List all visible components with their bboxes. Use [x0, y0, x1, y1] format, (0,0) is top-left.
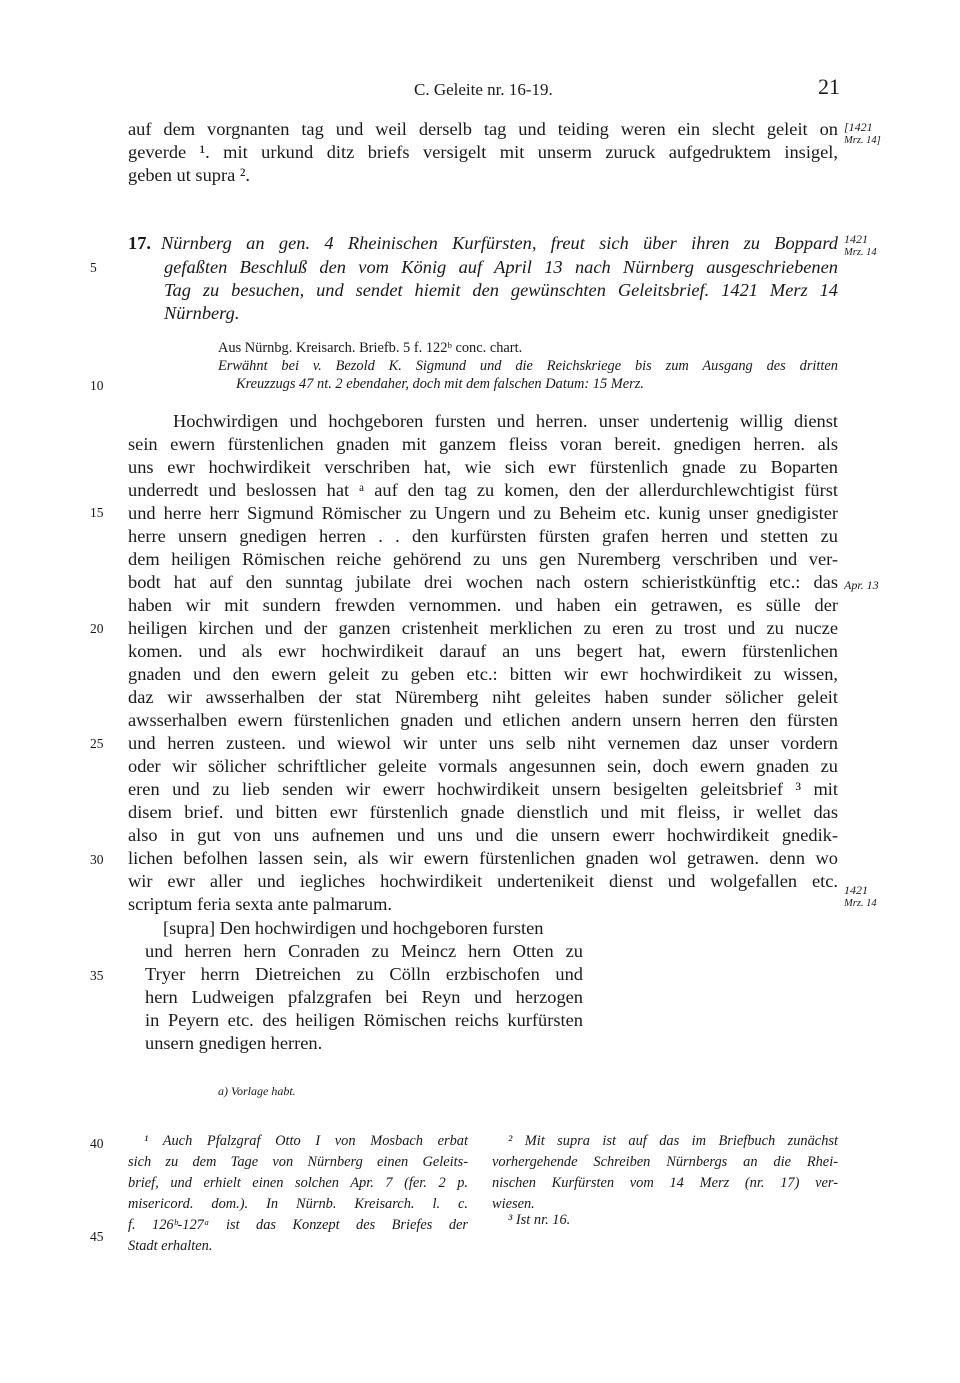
regest-line-1: [128, 232, 838, 255]
body-line: uns ewr hochwirdikeit verschriben hat, wie sich ewr fürstenlich gnade zu Boparten: [128, 457, 838, 477]
footnote-line: ² Mit supra ist auf das im Briefbuch zunächst: [508, 1133, 838, 1149]
address-line: und herren hern Conraden zu Meincz hern Otten zu: [145, 941, 583, 961]
address-line: [supra] Den hochwirdigen und hochgeboren fursten: [163, 918, 544, 938]
body-line: und herren zusteen. und wiewol wir unter uns selb niht vernemen daz unser vordern: [128, 733, 838, 753]
body-line: dem heiligen Römischen reiche gehörend zu uns gen Nuremberg verschriben und ver-: [128, 549, 838, 569]
body-line: gnaden und den ewern geleit zu geben etc.: bitten wir ewr hochwirdikeit zu wissen,: [128, 664, 838, 684]
footnote-line: f. 126ᵇ-127ᵃ ist das Konzept des Briefes der: [128, 1217, 468, 1233]
margin-year: 1421: [844, 883, 868, 897]
body-line: komen. und als ewr hochwirdikeit darauf an uns begert hat, ewern fürstenlichen: [128, 641, 838, 661]
running-title: C. Geleite nr. 16-19.: [414, 80, 553, 99]
footnote-line: wiesen.: [492, 1196, 535, 1212]
body-line: daz wir awsserhalben der stat Nüremberg niht geleites haben sunder sölicher geleit: [128, 687, 838, 707]
body-line: oder wir sölicher schriftlicher geleite vormals angesunnen sein, doch ewern gnaden zu: [128, 756, 838, 776]
margin-date-regest: [844, 232, 877, 260]
margin-date-top: [844, 120, 881, 148]
footnote-line: vorhergehende Schreiben Nürnbergs an die Rhei-: [492, 1154, 838, 1170]
margin-day: Mrz. 14]: [844, 135, 881, 146]
continuation-line: geben ut supra ².: [128, 165, 250, 185]
margin-date-end: [844, 883, 877, 911]
line-number: 35: [90, 968, 104, 983]
line-number: 30: [90, 852, 104, 867]
page-header: [0, 74, 960, 104]
line-number: 40: [90, 1136, 104, 1151]
body-line: haben wir mit sundern frewden vernommen. und haben ein getrawen, es sülle der: [128, 595, 838, 615]
regest-line: Tag zu besuchen, und sendet hiemit den gewünschten Geleitsbrief. 1421 Merz 14: [164, 280, 838, 300]
line-number: 5: [90, 260, 97, 275]
page-number: 21: [818, 74, 840, 99]
body-line: heiligen kirchen und der ganzen cristenheit merklichen zu eren zu trost und zu nucze: [128, 618, 838, 638]
regest-text: Nürnberg an gen. 4 Rheinischen Kurfürsten, freut sich über ihren zu Boppard: [161, 233, 838, 253]
source-line-2: Erwähnt bei v. Bezold K. Sigmund und die Reichskriege bis zum Ausgang des dritten: [218, 358, 838, 374]
footnote-line: Stadt erhalten.: [128, 1238, 213, 1254]
footnote-line: nischen Kurfürsten vom 14 Merz (nr. 17) ver-: [492, 1175, 838, 1191]
footnote-line: ¹ Auch Pfalzgraf Otto I von Mosbach erbat: [144, 1133, 468, 1149]
footnote-line: sich zu dem Tage von Nürnberg einen Geleits-: [128, 1154, 468, 1170]
body-line: lichen befolhen lassen sein, als wir ewern fürstenlichen gnaden wol getrawen. denn wo: [128, 848, 838, 868]
line-number: 15: [90, 505, 104, 520]
margin-year: 1421: [844, 232, 868, 246]
address-line: hern Ludweigen pfalzgrafen bei Reyn und herzogen: [145, 987, 583, 1007]
margin-day: Mrz. 14: [844, 898, 877, 909]
line-number: 45: [90, 1229, 104, 1244]
margin-day: Mrz. 14: [844, 247, 877, 258]
body-line: wir ewr aller und iegliches hochwirdikeit undertenikeit dienst und wolgefallen etc.: [128, 871, 838, 891]
address-line: in Peyern etc. des heiligen Römischen reichs kurfürsten: [145, 1010, 583, 1030]
document-number: 17.: [128, 233, 151, 253]
source-line-1: Aus Nürnbg. Kreisarch. Briefb. 5 f. 122ᵇ conc. chart.: [218, 340, 523, 356]
address-line: unsern gnedigen herren.: [145, 1033, 323, 1053]
continuation-line: geverde ¹. mit urkund ditz briefs versigelt mit unserm zuruck aufgedruktem insigel,: [128, 142, 838, 162]
body-line: scriptum feria sexta ante palmarum.: [128, 894, 393, 914]
body-line: und herre herr Sigmund Römischer zu Ungern und zu Beheim etc. kunig unser gnedigister: [128, 503, 838, 523]
body-line: bodt hat auf den sunntag jubilate drei wochen nach ostern schieristkünftig etc.: das: [128, 572, 838, 592]
body-line: herre unsern gnedigen herren . . den kurfürsten fürsten grafen herren und stetten zu: [128, 526, 838, 546]
line-number: 10: [90, 378, 104, 393]
address-line: Tryer herrn Dietreichen zu Cölln erzbischofen und: [145, 964, 583, 984]
body-line: underredt und beslossen hat ᵃ auf den tag zu komen, den der allerdurchlewchtigist fürst: [128, 480, 838, 500]
regest-line: Nürnberg.: [164, 303, 240, 323]
footnote-line: ³ Ist nr. 16.: [508, 1212, 571, 1228]
body-line: Hochwirdigen und hochgeboren fursten und herren. unser undertenig willig dienst: [173, 411, 838, 431]
body-line: awsserhalben ewern fürstenlichen gnaden und etlichen andern unsern herren den fürsten: [128, 710, 838, 730]
body-line: eren und zu lieb senden wir ewerr hochwirdikeit unsern besigelten geleitsbrief ³ mit: [128, 779, 838, 799]
body-line: sein ewern fürstenlichen gnaden mit ganzem fleiss voran bereit. gnedigen herren. als: [128, 434, 838, 454]
body-line: disem brief. und bitten ewr fürstenlich gnade dienstlich und mit fleiss, ir wellet das: [128, 802, 838, 822]
regest-line: gefaßten Beschluß den vom König auf April 13 nach Nürnberg ausgeschriebenen: [164, 257, 838, 277]
line-number: 25: [90, 736, 104, 751]
continuation-line: auf dem vorgnanten tag und weil derselb tag und teiding weren ein slecht geleit on: [128, 119, 838, 139]
margin-year: [1421: [844, 120, 873, 134]
footnote-line: misericord. dom.). In Nürnb. Kreisarch. l. c.: [128, 1196, 468, 1212]
margin-date-apr: Apr. 13: [844, 578, 879, 592]
line-number: 20: [90, 621, 104, 636]
source-line-3: Kreuzzugs 47 nt. 2 ebendaher, doch mit dem falschen Datum: 15 Merz.: [236, 376, 644, 392]
textual-note: a) Vorlage habt.: [218, 1084, 296, 1098]
body-line: also in gut von uns aufnemen und uns und die unsern ewerr hochwirdikeit gnedik-: [128, 825, 838, 845]
footnote-line: brief, und erhielt einen solchen Apr. 7 (fer. 2 p.: [128, 1175, 468, 1191]
